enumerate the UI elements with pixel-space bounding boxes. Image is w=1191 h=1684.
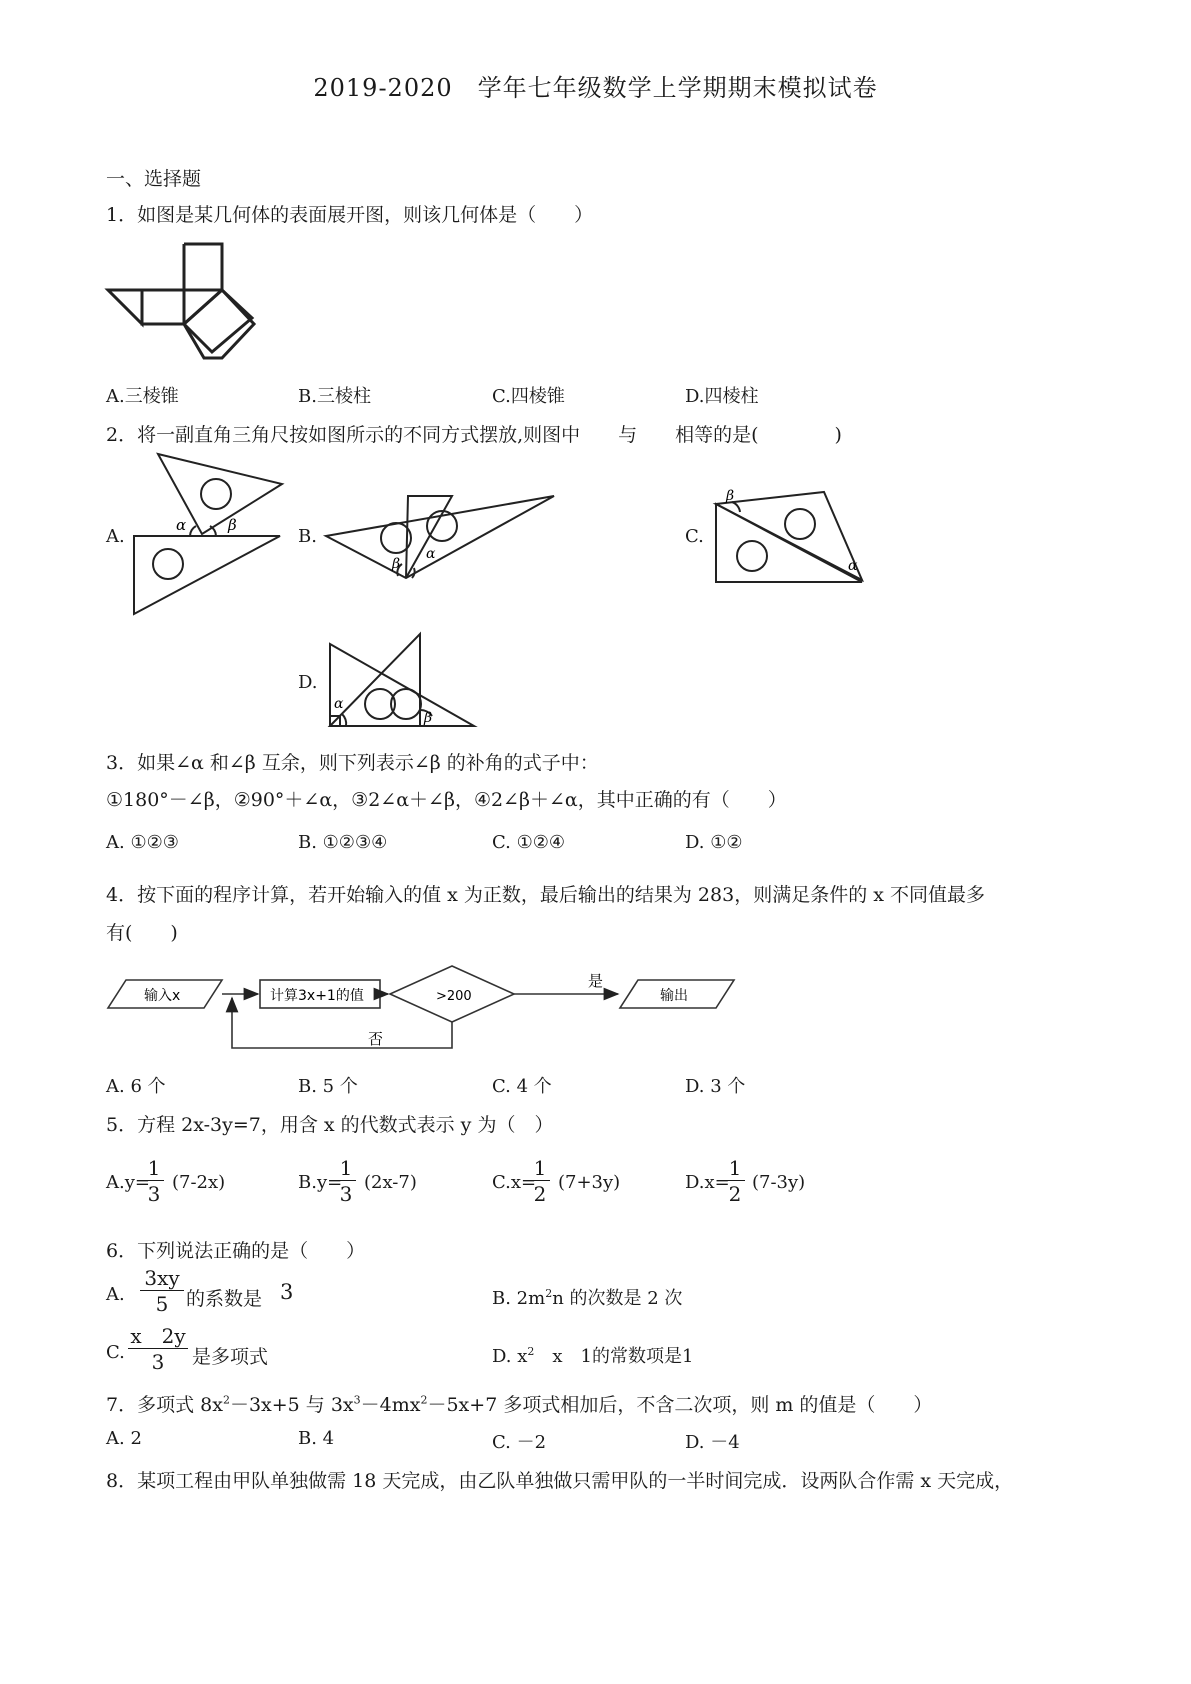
alpha-label: α bbox=[426, 546, 436, 562]
q7-option-a[interactable]: A. 2 bbox=[106, 1428, 142, 1449]
q1-option-b[interactable]: B.三棱柱 bbox=[298, 386, 371, 407]
fraction-numerator: 1 bbox=[339, 1156, 353, 1180]
q3-option-d[interactable]: D. ①② bbox=[685, 832, 743, 853]
q4-stem-line1: 4．按下面的程序计算，若开始输入的值 x 为正数，最后输出的结果为 283，则满足条件的 x 不同值最多 bbox=[106, 884, 985, 906]
q7-option-c[interactable]: C. －2 bbox=[492, 1432, 547, 1453]
q5-option-c-fraction bbox=[530, 1156, 550, 1207]
q6-option-d-rest: x 1的常数项是1 bbox=[534, 1346, 694, 1367]
q7-stem-part4: －5x+7 多项式相加后，不含二次项，则 m 的值是（ ） bbox=[427, 1394, 933, 1416]
fraction-numerator: x 2y bbox=[130, 1324, 186, 1348]
q1-option-d[interactable]: D.四棱柱 bbox=[685, 386, 759, 407]
q2-label-d[interactable]: D. bbox=[298, 672, 318, 693]
q8-stem: 8．某项工程由甲队单独做需 18 天完成，由乙队单独做只需甲队的一半时间完成．设两队合作需 x 天完成， bbox=[106, 1470, 1014, 1492]
flow-input-label: 输入x bbox=[144, 988, 181, 1004]
q6-option-c-text: 是多项式 bbox=[192, 1346, 269, 1368]
q6-option-b-rest: n 的次数是 2 次 bbox=[552, 1288, 683, 1309]
q2-figure-c bbox=[712, 484, 872, 588]
alpha-label: α bbox=[848, 558, 858, 574]
q5-option-d-fraction bbox=[725, 1156, 745, 1207]
q7-stem-part1: 7．多项式 8x bbox=[106, 1394, 223, 1416]
fraction-numerator: 3xy bbox=[144, 1266, 180, 1290]
flow-yes-label: 是 bbox=[588, 972, 604, 990]
q6-option-c-label[interactable]: C. bbox=[106, 1342, 125, 1363]
fraction-denominator: 2 bbox=[533, 1182, 547, 1206]
q6-option-b[interactable] bbox=[492, 1284, 682, 1310]
q6-option-c-fraction bbox=[128, 1324, 188, 1375]
fraction-denominator: 3 bbox=[151, 1350, 165, 1374]
fraction-numerator: 1 bbox=[147, 1156, 161, 1180]
q7-option-d[interactable]: D. －4 bbox=[685, 1432, 740, 1453]
q6-option-b-exponent: 2 bbox=[545, 1287, 553, 1300]
q5-option-a-fraction bbox=[144, 1156, 164, 1207]
q2-label-a[interactable]: A. bbox=[106, 526, 125, 547]
q6-stem: 6．下列说法正确的是（ ） bbox=[106, 1240, 366, 1262]
fraction-denominator: 3 bbox=[147, 1182, 161, 1206]
q7-exponent-3: 2 bbox=[420, 1393, 428, 1407]
fraction-numerator: 1 bbox=[533, 1156, 547, 1180]
q2-figure-b bbox=[322, 492, 562, 582]
q1-option-c[interactable]: C.四棱锥 bbox=[492, 386, 565, 407]
beta-label: β bbox=[726, 488, 735, 504]
q6-option-a-label[interactable]: A. bbox=[106, 1284, 125, 1305]
beta-label: β bbox=[424, 710, 433, 726]
q5-option-a-post: (7-2x) bbox=[172, 1172, 226, 1193]
q5-option-a-pre[interactable]: A.y= bbox=[106, 1172, 150, 1193]
flow-output-label: 输出 bbox=[660, 988, 688, 1004]
q6-option-d-text: D. x bbox=[492, 1346, 528, 1367]
q6-option-d-exponent: 2 bbox=[527, 1345, 535, 1358]
q2-label-b[interactable]: B. bbox=[298, 526, 317, 547]
q4-option-b[interactable]: B. 5 个 bbox=[298, 1076, 358, 1097]
fraction-denominator: 5 bbox=[155, 1292, 169, 1316]
fraction-numerator: 1 bbox=[728, 1156, 742, 1180]
q5-option-b-post: (2x-7) bbox=[364, 1172, 417, 1193]
q6-option-a-value: 3 bbox=[280, 1280, 294, 1304]
q5-stem: 5．方程 2x-3y=7，用含 x 的代数式表示 y 为（ ） bbox=[106, 1114, 554, 1136]
q5-option-b-pre[interactable]: B.y= bbox=[298, 1172, 343, 1193]
q5-option-b-fraction bbox=[336, 1156, 356, 1207]
q6-option-a-text: 的系数是 bbox=[186, 1288, 263, 1310]
flow-compute-label: 计算3x+1的值 bbox=[270, 988, 364, 1004]
q3-option-a[interactable]: A. ①②③ bbox=[106, 832, 179, 853]
q4-option-c[interactable]: C. 4 个 bbox=[492, 1076, 552, 1097]
q4-option-d[interactable]: D. 3 个 bbox=[685, 1076, 746, 1097]
alpha-label: α bbox=[334, 696, 344, 712]
fraction-denominator: 3 bbox=[339, 1182, 353, 1206]
q5-option-c-post: (7+3y) bbox=[558, 1172, 621, 1193]
page-title: 2019-2020 学年七年级数学上学期期末模拟试卷 bbox=[313, 74, 878, 102]
fraction-denominator: 2 bbox=[728, 1182, 742, 1206]
q2-stem: 2．将一副直角三角尺按如图所示的不同方式摆放,则图中 与 相等的是( ) bbox=[106, 424, 842, 446]
q4-stem-line2: 有( ) bbox=[106, 922, 178, 944]
q7-option-b[interactable]: B. 4 bbox=[298, 1428, 335, 1449]
q2-label-c[interactable]: C. bbox=[685, 526, 704, 547]
flow-no-label: 否 bbox=[368, 1030, 384, 1048]
q2-figure-d bbox=[324, 630, 484, 730]
flow-condition-label: >200 bbox=[436, 989, 472, 1004]
q1-option-a[interactable]: A.三棱锥 bbox=[106, 386, 179, 407]
q7-stem-part2: －3x+5 与 3x bbox=[229, 1394, 354, 1416]
q1-net-figure bbox=[104, 240, 254, 360]
beta-label: β bbox=[392, 556, 401, 572]
q6-option-a-fraction bbox=[140, 1266, 184, 1317]
q5-option-c-pre[interactable]: C.x= bbox=[492, 1172, 537, 1193]
q6-option-b-text: B. 2m bbox=[492, 1288, 546, 1309]
q5-option-d-pre[interactable]: D.x= bbox=[685, 1172, 730, 1193]
q4-option-a[interactable]: A. 6 个 bbox=[106, 1076, 166, 1097]
q2-figure-a bbox=[130, 450, 290, 620]
alpha-label: α bbox=[176, 516, 187, 534]
q4-flowchart bbox=[104, 958, 744, 1056]
q7-exponent-1: 2 bbox=[222, 1393, 230, 1407]
q6-option-d[interactable] bbox=[492, 1342, 693, 1368]
q3-stem: 3．如果∠α 和∠β 互余，则下列表示∠β 的补角的式子中： bbox=[106, 752, 599, 774]
q3-option-c[interactable]: C. ①②④ bbox=[492, 832, 565, 853]
q7-exponent-2: 3 bbox=[353, 1393, 361, 1407]
beta-label: β bbox=[228, 516, 237, 534]
q1-stem: 1．如图是某几何体的表面展开图，则该几何体是（ ） bbox=[106, 204, 594, 226]
q7-stem bbox=[106, 1390, 932, 1417]
q3-option-b[interactable]: B. ①②③④ bbox=[298, 832, 388, 853]
section-heading: 一、选择题 bbox=[106, 168, 202, 190]
q3-list: ①180°－∠β，②90°＋∠α，③2∠α＋∠β，④2∠β＋∠α，其中正确的有（ ） bbox=[106, 789, 787, 811]
q7-stem-part3: －4mx bbox=[360, 1394, 421, 1416]
q5-option-d-post: (7-3y) bbox=[752, 1172, 806, 1193]
